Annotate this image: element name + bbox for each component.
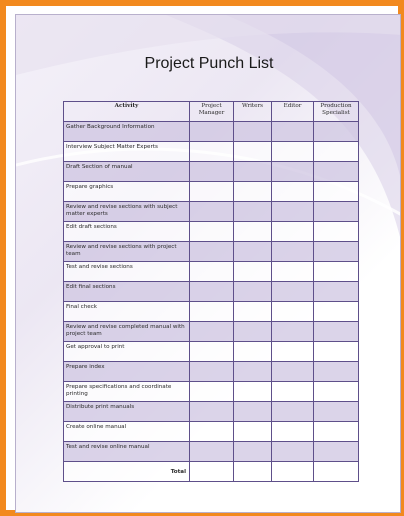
assignment-cell[interactable]: [190, 262, 234, 282]
assignment-cell[interactable]: [190, 122, 234, 142]
assignment-cell[interactable]: [190, 182, 234, 202]
activity-cell: Gather Background Information: [64, 122, 190, 142]
activity-cell: Prepare graphics: [64, 182, 190, 202]
assignment-cell[interactable]: [314, 142, 359, 162]
table-header-row: [64, 102, 359, 122]
activity-cell: Distribute print manuals: [64, 402, 190, 422]
table-row: [64, 182, 359, 202]
assignment-cell[interactable]: [314, 362, 359, 382]
activity-cell: Review and revise sections with subject matter experts: [64, 202, 190, 222]
activity-cell: Review and revise sections with project team: [64, 242, 190, 262]
assignment-cell[interactable]: [272, 182, 314, 202]
activity-cell: Review and revise completed manual with project team: [64, 322, 190, 342]
assignment-cell[interactable]: [234, 182, 272, 202]
table-row: [64, 442, 359, 462]
activity-cell: Edit final sections: [64, 282, 190, 302]
punch-list-table: [63, 101, 359, 482]
assignment-cell[interactable]: [314, 402, 359, 422]
total-cell[interactable]: [272, 462, 314, 482]
activity-cell: Interview Subject Matter Experts: [64, 142, 190, 162]
assignment-cell[interactable]: [234, 402, 272, 422]
column-header-project-manager: Project Manager: [190, 102, 234, 122]
assignment-cell[interactable]: [190, 382, 234, 402]
assignment-cell[interactable]: [272, 202, 314, 222]
assignment-cell[interactable]: [314, 262, 359, 282]
assignment-cell[interactable]: [272, 362, 314, 382]
assignment-cell[interactable]: [272, 402, 314, 422]
assignment-cell[interactable]: [272, 422, 314, 442]
assignment-cell[interactable]: [272, 302, 314, 322]
assignment-cell[interactable]: [190, 142, 234, 162]
assignment-cell[interactable]: [272, 442, 314, 462]
assignment-cell[interactable]: [190, 162, 234, 182]
assignment-cell[interactable]: [272, 142, 314, 162]
assignment-cell[interactable]: [314, 122, 359, 142]
assignment-cell[interactable]: [272, 262, 314, 282]
page-title: Project Punch List: [144, 55, 274, 72]
total-cell[interactable]: [314, 462, 359, 482]
table-row: [64, 162, 359, 182]
table-row: [64, 202, 359, 222]
activity-cell: Create online manual: [64, 422, 190, 442]
assignment-cell[interactable]: [234, 142, 272, 162]
assignment-cell[interactable]: [234, 202, 272, 222]
activity-cell: Edit draft sections: [64, 222, 190, 242]
assignment-cell[interactable]: [314, 342, 359, 362]
table-row: [64, 302, 359, 322]
assignment-cell[interactable]: [314, 222, 359, 242]
table-row: [64, 342, 359, 362]
assignment-cell[interactable]: [190, 362, 234, 382]
assignment-cell[interactable]: [272, 282, 314, 302]
activity-cell: Test and revise sections: [64, 262, 190, 282]
activity-cell: Test and revise online manual: [64, 442, 190, 462]
column-header-activity: Activity: [64, 102, 190, 122]
assignment-cell[interactable]: [234, 122, 272, 142]
assignment-cell[interactable]: [234, 222, 272, 242]
assignment-cell[interactable]: [272, 242, 314, 262]
assignment-cell[interactable]: [272, 162, 314, 182]
table-row: [64, 122, 359, 142]
table-row: [64, 142, 359, 162]
assignment-cell[interactable]: [190, 202, 234, 222]
assignment-cell[interactable]: [190, 242, 234, 262]
assignment-cell[interactable]: [190, 302, 234, 322]
assignment-cell[interactable]: [314, 282, 359, 302]
assignment-cell[interactable]: [234, 282, 272, 302]
column-header-production-specialist: Production Specialist: [314, 102, 359, 122]
assignment-cell[interactable]: [314, 422, 359, 442]
assignment-cell[interactable]: [234, 442, 272, 462]
total-cell[interactable]: [234, 462, 272, 482]
assignment-cell[interactable]: [234, 242, 272, 262]
table-row: [64, 282, 359, 302]
total-row: [64, 462, 359, 482]
total-cell[interactable]: [190, 462, 234, 482]
activity-cell: Prepare index: [64, 362, 190, 382]
assignment-cell[interactable]: [190, 282, 234, 302]
assignment-cell[interactable]: [190, 322, 234, 342]
table-row: [64, 262, 359, 282]
table-row: [64, 322, 359, 342]
assignment-cell[interactable]: [314, 182, 359, 202]
assignment-cell[interactable]: [234, 342, 272, 362]
table-row: [64, 402, 359, 422]
assignment-cell[interactable]: [234, 162, 272, 182]
total-label: Total: [64, 462, 190, 482]
assignment-cell[interactable]: [190, 402, 234, 422]
table-row: [64, 382, 359, 402]
assignment-cell[interactable]: [234, 302, 272, 322]
assignment-cell[interactable]: [234, 322, 272, 342]
assignment-cell[interactable]: [314, 302, 359, 322]
column-header-editor: Editor: [272, 102, 314, 122]
assignment-cell[interactable]: [314, 382, 359, 402]
assignment-cell[interactable]: [190, 222, 234, 242]
assignment-cell[interactable]: [190, 442, 234, 462]
assignment-cell[interactable]: [272, 382, 314, 402]
assignment-cell[interactable]: [272, 222, 314, 242]
assignment-cell[interactable]: [314, 322, 359, 342]
activity-cell: Get approval to print: [64, 342, 190, 362]
table-row: [64, 362, 359, 382]
assignment-cell[interactable]: [234, 382, 272, 402]
assignment-cell[interactable]: [190, 422, 234, 442]
assignment-cell[interactable]: [272, 322, 314, 342]
activity-cell: Draft Section of manual: [64, 162, 190, 182]
assignment-cell[interactable]: [234, 362, 272, 382]
column-header-writers: Writers: [234, 102, 272, 122]
assignment-cell[interactable]: [190, 342, 234, 362]
assignment-cell[interactable]: [272, 122, 314, 142]
table-row: [64, 242, 359, 262]
table-row: [64, 422, 359, 442]
activity-cell: Prepare specifications and coordinate printing: [64, 382, 190, 402]
assignment-cell[interactable]: [234, 422, 272, 442]
activity-cell: Final check: [64, 302, 190, 322]
table-row: [64, 222, 359, 242]
assignment-cell[interactable]: [314, 442, 359, 462]
assignment-cell[interactable]: [272, 342, 314, 362]
assignment-cell[interactable]: [314, 162, 359, 182]
assignment-cell[interactable]: [234, 262, 272, 282]
table-body: [64, 122, 359, 482]
document-page: [15, 14, 401, 513]
assignment-cell[interactable]: [314, 242, 359, 262]
assignment-cell[interactable]: [314, 202, 359, 222]
